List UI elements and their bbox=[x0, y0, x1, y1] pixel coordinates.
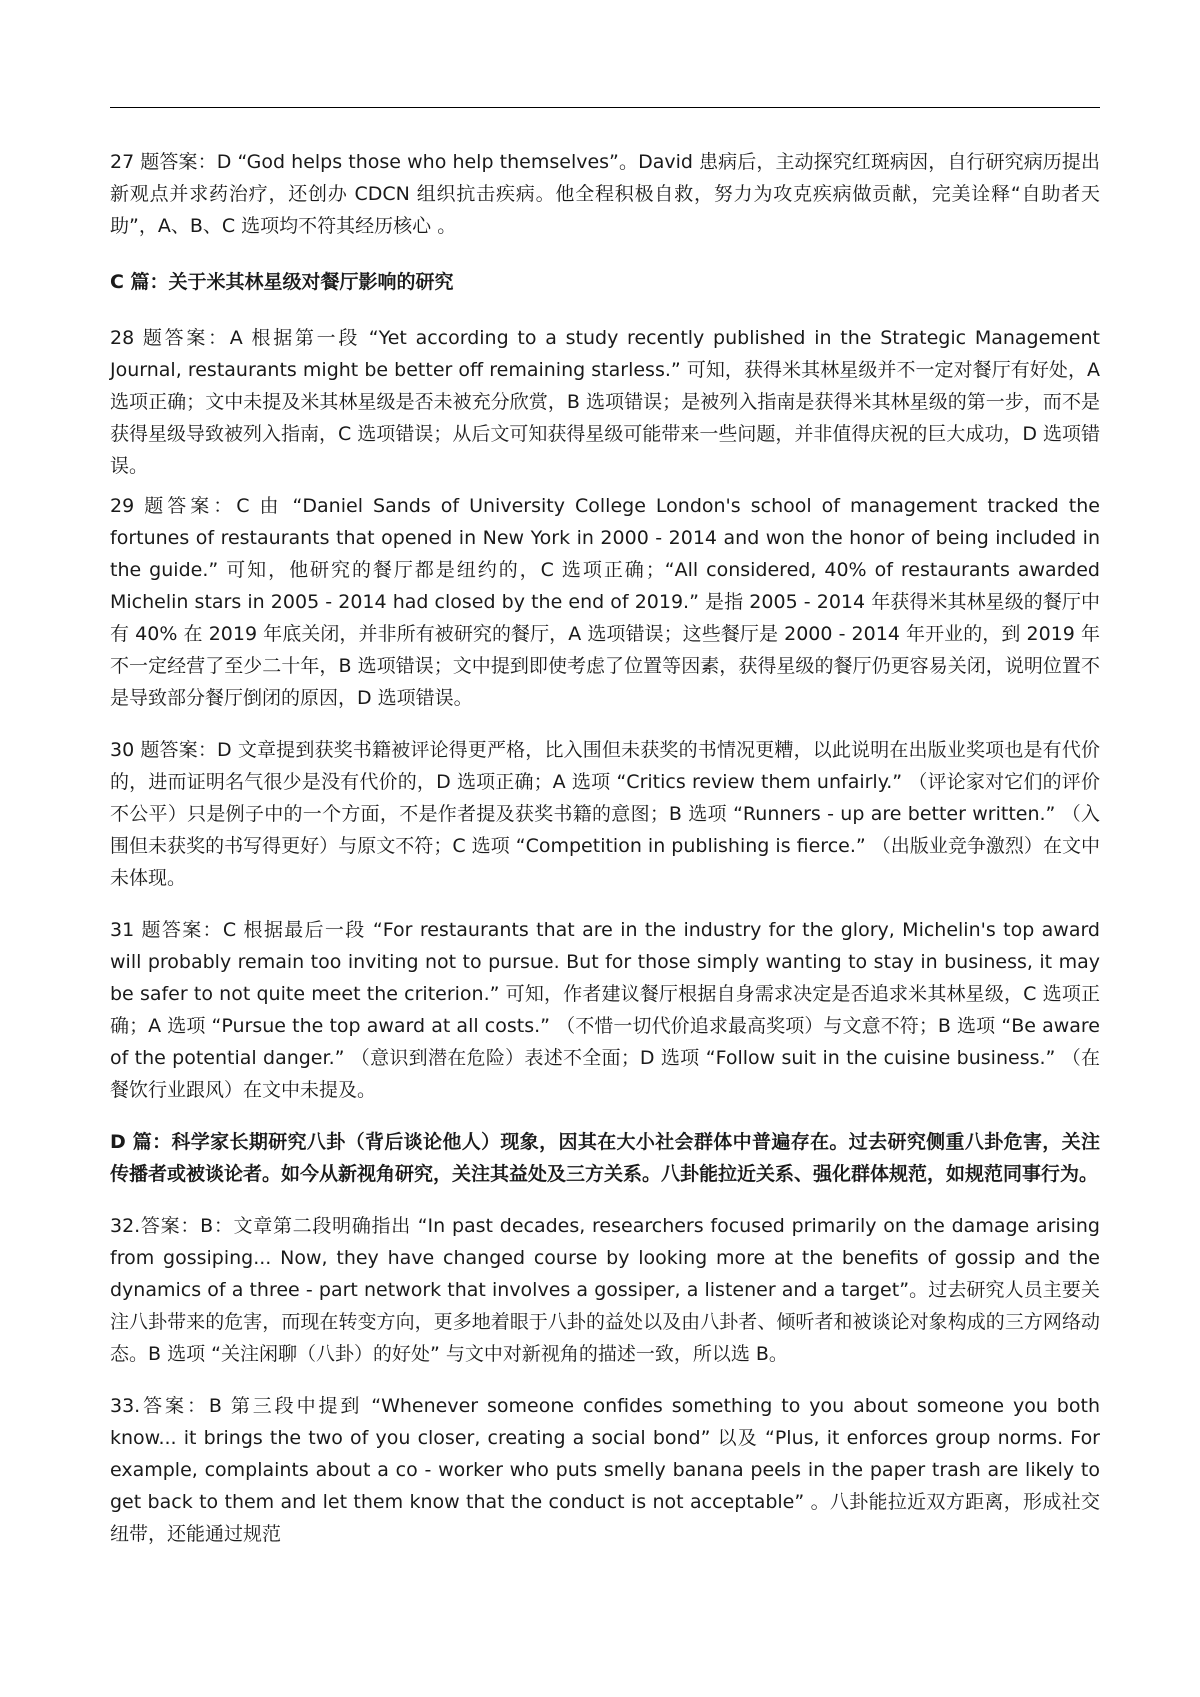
section-c-heading: C 篇：关于米其林星级对餐厅影响的研究 bbox=[110, 271, 454, 293]
answer-30: 30 题答案：D 文章提到获奖书籍被评论得更严格，比入围但未获奖的书情况更糟，以此说明在出版业奖项也是有代价的，进而证明名气很少是没有代价的，D 选项正确；A 选项 “Critics review them unfairly.” （评论家对它们的评价不公平）只是例子中的一个方面，不是作者提及获奖书籍的意图；B 选项 “Runners - up are better written.” （入围但未获奖的书写得更好）与原文不符；C 选项 “Competition in publishing is fierce.” （出版业竞争激烈）在文中未体现。 bbox=[110, 739, 1100, 889]
answer-33: 33.答案：B 第三段中提到 “Whenever someone confides something to you about someone you both know... it brings the two of you closer, creating a social bond” 以及 “Plus, it enforces group norms. For example, complaints about a co - worker who puts smelly banana peels in the paper trash are likely to get back to them and let them know that the conduct is not acceptable” 。八卦能拉近双方距离，形成社交纽带，还能通过规范 bbox=[110, 1395, 1100, 1545]
document-body bbox=[110, 146, 1100, 1550]
answer-31: 31 题答案：C 根据最后一段 “For restaurants that are in the industry for the glory, Michelin's top award will probably remain too inviting not to pursue. But for those simply wanting to stay in business, it may be safer to not quite meet the criterion.” 可知，作者建议餐厅根据自身需求决定是否追求米其林星级，C 选项正确；A 选项 “Pursue the top award at all costs.” （不惜一切代价追求最高奖项）与文意不符；B 选项 “Be aware of the potential danger.” （意识到潜在危险）表述不全面；D 选项 “Follow suit in the cuisine business.” （在餐饮行业跟风）在文中未提及。 bbox=[110, 919, 1100, 1101]
answer-32: 32.答案：B：文章第二段明确指出 “In past decades, researchers focused primarily on the damage arising from gossiping... Now, they have changed course by looking more at the benefits of gossip and the dynamics of a three - part network that involves a gossiper, a listener and a target”。过去研究人员主要关注八卦带来的危害，而现在转变方向，更多地着眼于八卦的益处以及由八卦者、倾听者和被谈论对象构成的三方网络动态。B 选项 “关注闲聊（八卦）的好处” 与文中对新视角的描述一致，所以选 B。 bbox=[110, 1215, 1100, 1365]
header-rule bbox=[110, 107, 1100, 108]
section-d-heading: D 篇：科学家长期研究八卦（背后谈论他人）现象，因其在大小社会群体中普遍存在。过去研究侧重八卦危害，关注传播者或被谈论者。如今从新视角研究，关注其益处及三方关系。八卦能拉近关系、强化群体规范，如规范同事行为。 bbox=[110, 1131, 1100, 1185]
answer-29: 29 题答案：C 由 “Daniel Sands of University College London's school of management tracked the fortunes of restaurants that opened in New York in 2000 - 2014 and won the honor of being included in the guide.” 可知，他研究的餐厅都是纽约的，C 选项正确；“All considered, 40% of restaurants awarded Michelin stars in 2005 - 2014 had closed by the end of 2019.” 是指 2005 - 2014 年获得米其林星级的餐厅中有 40% 在 2019 年底关闭，并非所有被研究的餐厅，A 选项错误；这些餐厅是 2000 - 2014 年开业的，到 2019 年不一定经营了至少二十年，B 选项错误；文中提到即使考虑了位置等因素，获得星级的餐厅仍更容易关闭，说明位置不是导致部分餐厅倒闭的原因，D 选项错误。 bbox=[110, 495, 1100, 709]
answer-28: 28 题答案：A 根据第一段 “Yet according to a study recently published in the Strategic Management Journal, restaurants might be better off remaining starless.” 可知，获得米其林星级并不一定对餐厅有好处，A 选项正确；文中未提及米其林星级是否未被充分欣赏，B 选项错误；是被列入指南是获得米其林星级的第一步，而不是获得星级导致被列入指南，C 选项错误；从后文可知获得星级可能带来一些问题，并非值得庆祝的巨大成功，D 选项错误。 bbox=[110, 327, 1100, 477]
answer-27: 27 题答案：D “God helps those who help themselves”。David 患病后，主动探究红斑病因，自行研究病历提出新观点并求药治疗，还创办 CDCN 组织抗击疾病。他全程积极自救，努力为攻克疾病做贡献，完美诠释“自助者天助”，A、B、C 选项均不符其经历核心 。 bbox=[110, 151, 1100, 237]
